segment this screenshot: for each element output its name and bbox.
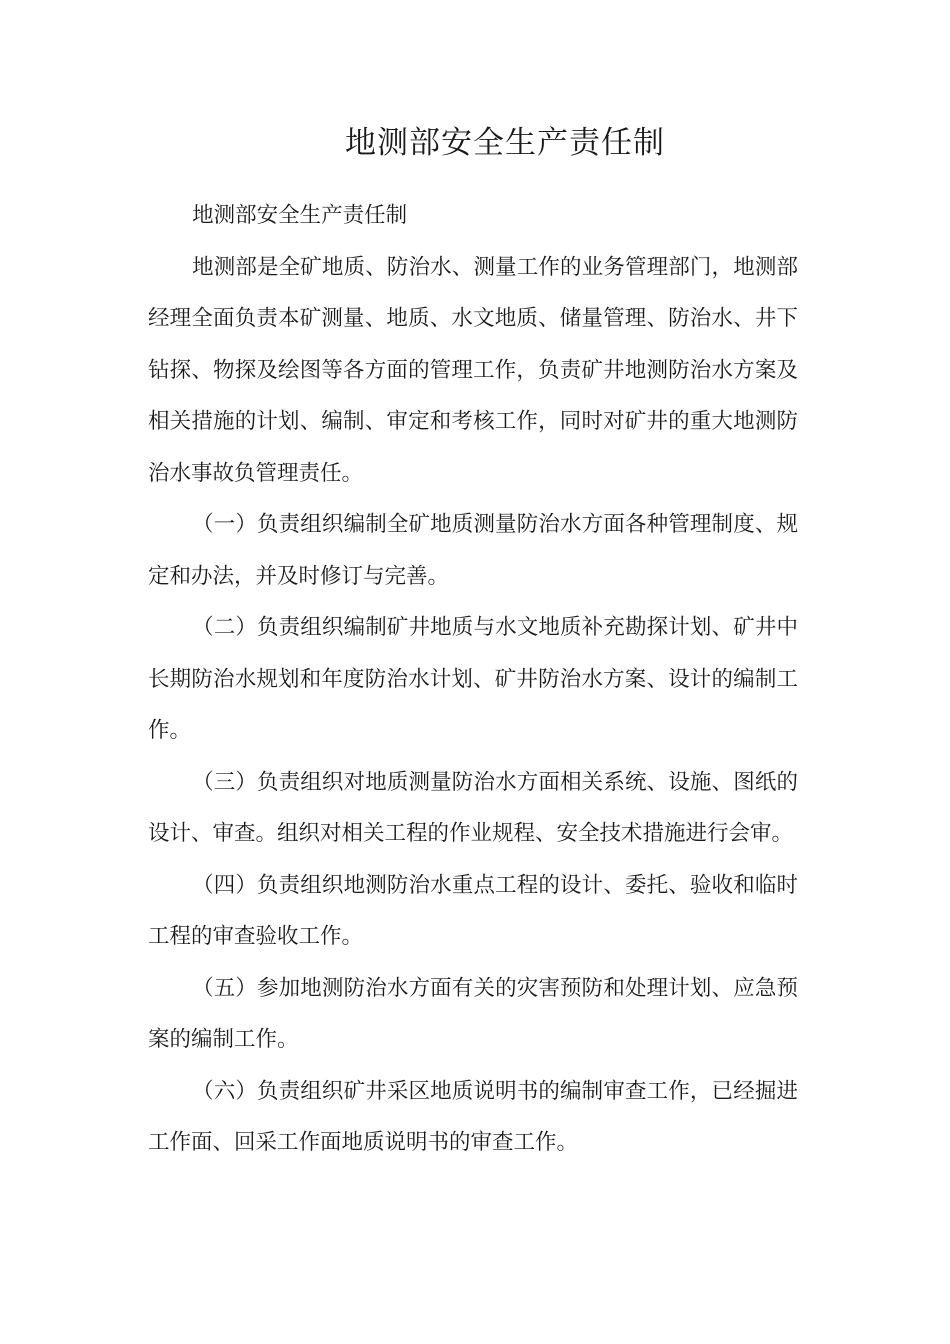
document-body <box>148 190 798 1169</box>
paragraph-item-4: （四）负责组织地测防治水重点工程的设计、委托、验收和临时工程的审查验收工作。 <box>148 872 798 949</box>
paragraph-item-6: （六）负责组织矿井采区地质说明书的编制审查工作，已经掘进工作面、回采工作面地质说明书的审查工作。 <box>148 1078 798 1155</box>
paragraph-item-3: （三）负责组织对地质测量防治水方面相关系统、设施、图纸的设计、审查。组织对相关工程的作业规程、安全技术措施进行会审。 <box>148 769 798 846</box>
document-title: 地测部安全生产责任制 <box>345 125 665 161</box>
paragraph-item-5: （五）参加地测防治水方面有关的灾害预防和处理计划、应急预案的编制工作。 <box>148 975 798 1052</box>
paragraph-subtitle: 地测部安全生产责任制 <box>192 203 408 228</box>
paragraph-item-1: （一）负责组织编制全矿地质测量防治水方面各种管理制度、规定和办法，并及时修订与完善。 <box>148 512 798 589</box>
paragraph-intro: 地测部是全矿地质、防治水、测量工作的业务管理部门，地测部经理全面负责本矿测量、地质、水文地质、储量管理、防治水、井下钻探、物探及绘图等各方面的管理工作，负责矿井地测防治水方案及相关措施的计划、编制、审定和考核工作，同时对矿井的重大地测防治水事故负管理责任。 <box>148 254 798 486</box>
paragraph-item-2: （二）负责组织编制矿井地质与水文地质补充勘探计划、矿井中长期防治水规划和年度防治水计划、矿井防治水方案、设计的编制工作。 <box>148 615 798 743</box>
